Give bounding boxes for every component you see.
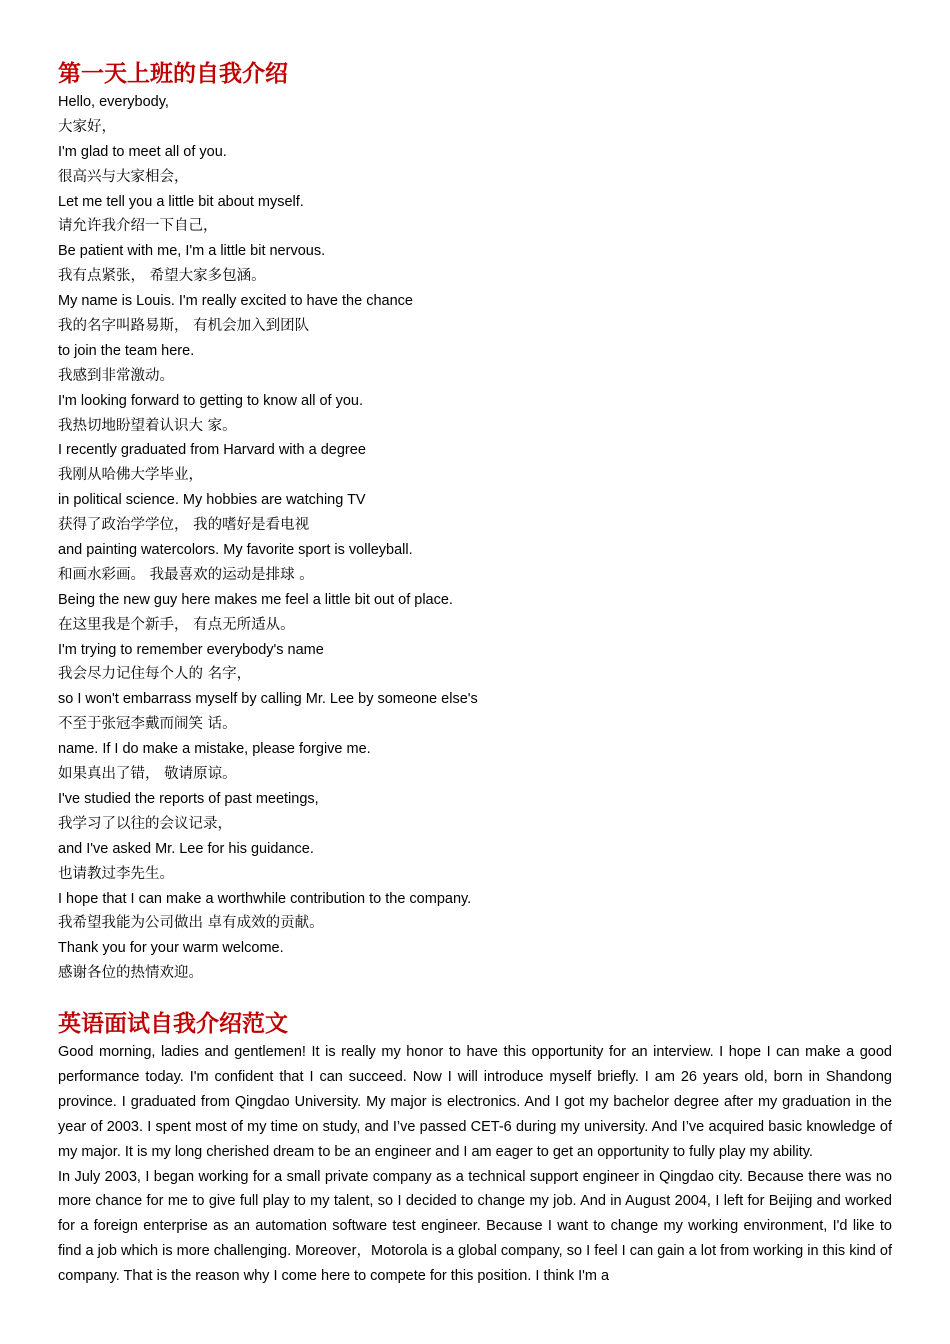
text-line: My name is Louis. I'm really excited to have the chance bbox=[58, 293, 413, 310]
section-first-day-intro bbox=[58, 58, 892, 986]
section-title: 英语面试自我介绍范文 bbox=[58, 1010, 288, 1037]
text-line: 和画水彩画。 我最喜欢的运动是排球 。 bbox=[58, 566, 314, 583]
section-interview-intro bbox=[58, 1008, 892, 1344]
text-line: 我刚从哈佛大学毕业， bbox=[58, 467, 203, 484]
text-line: 我有点紧张， 希望大家多包涵。 bbox=[58, 268, 266, 285]
paragraph: In July 2003, I began working for a small private company as a technical support engineer in Qingdao city. Because there was no more chance for me to give full play to my talent, so I decided to change my job. And in August 2004, I left for Beijing and worked for a foreign enterprise as an automation software test engineer. Because I want to change my working environment, I'd like to find a job which is more challenging. Moreover，Motorola is a global company, so I feel I can gain a lot from working in this kind of company. That is the reason why I come here to compete for this position. I think I'm a bbox=[58, 1168, 892, 1285]
text-line: to join the team here. bbox=[58, 342, 195, 359]
text-line: I've studied the reports of past meetings, bbox=[58, 790, 319, 807]
text-line: in political science. My hobbies are watching TV bbox=[58, 492, 366, 509]
text-line: I'm trying to remember everybody's name bbox=[58, 641, 324, 658]
text-line: 也请教过李先生。 bbox=[58, 865, 174, 882]
text-line: 获得了政治学学位， 我的嗜好是看电视 bbox=[58, 517, 310, 534]
paragraph: Good morning, ladies and gentlemen! It is really my honor to have this opportunity for an interview. I hope I can make a good performance today. I'm confident that I can succeed. Now I will introduce myself briefly. I am 26 years old, born in Shandong province. I graduated from Qingdao University. My major is electronics. And I got my bachelor degree after my graduation in the year of 2003. I spent most of my time on study, and I’ve passed CET-6 during my university. And I’ve acquired basic knowledge of my major. It is my long cherished dream to be an engineer and I am eager to get an opportunity to fully play my ability. bbox=[58, 1044, 892, 1160]
text-line: Be patient with me, I'm a little bit nervous. bbox=[58, 243, 326, 260]
text-line: Hello, everybody, bbox=[58, 94, 169, 110]
text-line: and painting watercolors. My favorite sport is volleyball. bbox=[58, 542, 413, 559]
text-line: 如果真出了错， 敬请原谅。 bbox=[58, 766, 237, 783]
text-line: I'm looking forward to getting to know all of you. bbox=[58, 392, 364, 409]
text-line: Being the new guy here makes me feel a little bit out of place. bbox=[58, 591, 453, 608]
text-line: 我希望我能为公司做出 卓有成效的贡献。 bbox=[58, 915, 324, 932]
text-line: 我感到非常激动。 bbox=[58, 367, 174, 384]
text-line: Thank you for your warm welcome. bbox=[58, 940, 284, 957]
text-line: I recently graduated from Harvard with a degree bbox=[58, 442, 366, 459]
text-line: 大家好， bbox=[58, 118, 116, 135]
text-line: 感谢各位的热情欢迎。 bbox=[58, 965, 203, 982]
text-line: name. If I do make a mistake, please forgive me. bbox=[58, 741, 371, 758]
text-line: 我热切地盼望着认识大 家。 bbox=[58, 417, 237, 434]
text-line: I hope that I can make a worthwhile contribution to the company. bbox=[58, 890, 472, 907]
text-line: and I've asked Mr. Lee for his guidance. bbox=[58, 840, 314, 857]
text-line: I'm glad to meet all of you. bbox=[58, 143, 227, 160]
text-line: 我学习了以往的会议记录， bbox=[58, 815, 232, 832]
text-line: Let me tell you a little bit about myself. bbox=[58, 193, 304, 210]
text-line: 很高兴与大家相会， bbox=[58, 168, 189, 185]
text-line: 我会尽力记住每个人的 名字， bbox=[58, 666, 252, 683]
text-line: 我的名字叫路易斯， 有机会加入到团队 bbox=[58, 318, 310, 335]
text-line: 不至于张冠李戴而闹笑 话。 bbox=[58, 716, 237, 733]
text-line: 在这里我是个新手， 有点无所适从。 bbox=[58, 616, 295, 633]
bilingual-lines bbox=[58, 90, 892, 986]
text-line: so I won't embarrass myself by calling Mr. Lee by someone else's bbox=[58, 691, 478, 708]
section-title: 第一天上班的自我介绍 bbox=[58, 60, 288, 87]
text-line: 请允许我介绍一下自己， bbox=[58, 218, 218, 235]
